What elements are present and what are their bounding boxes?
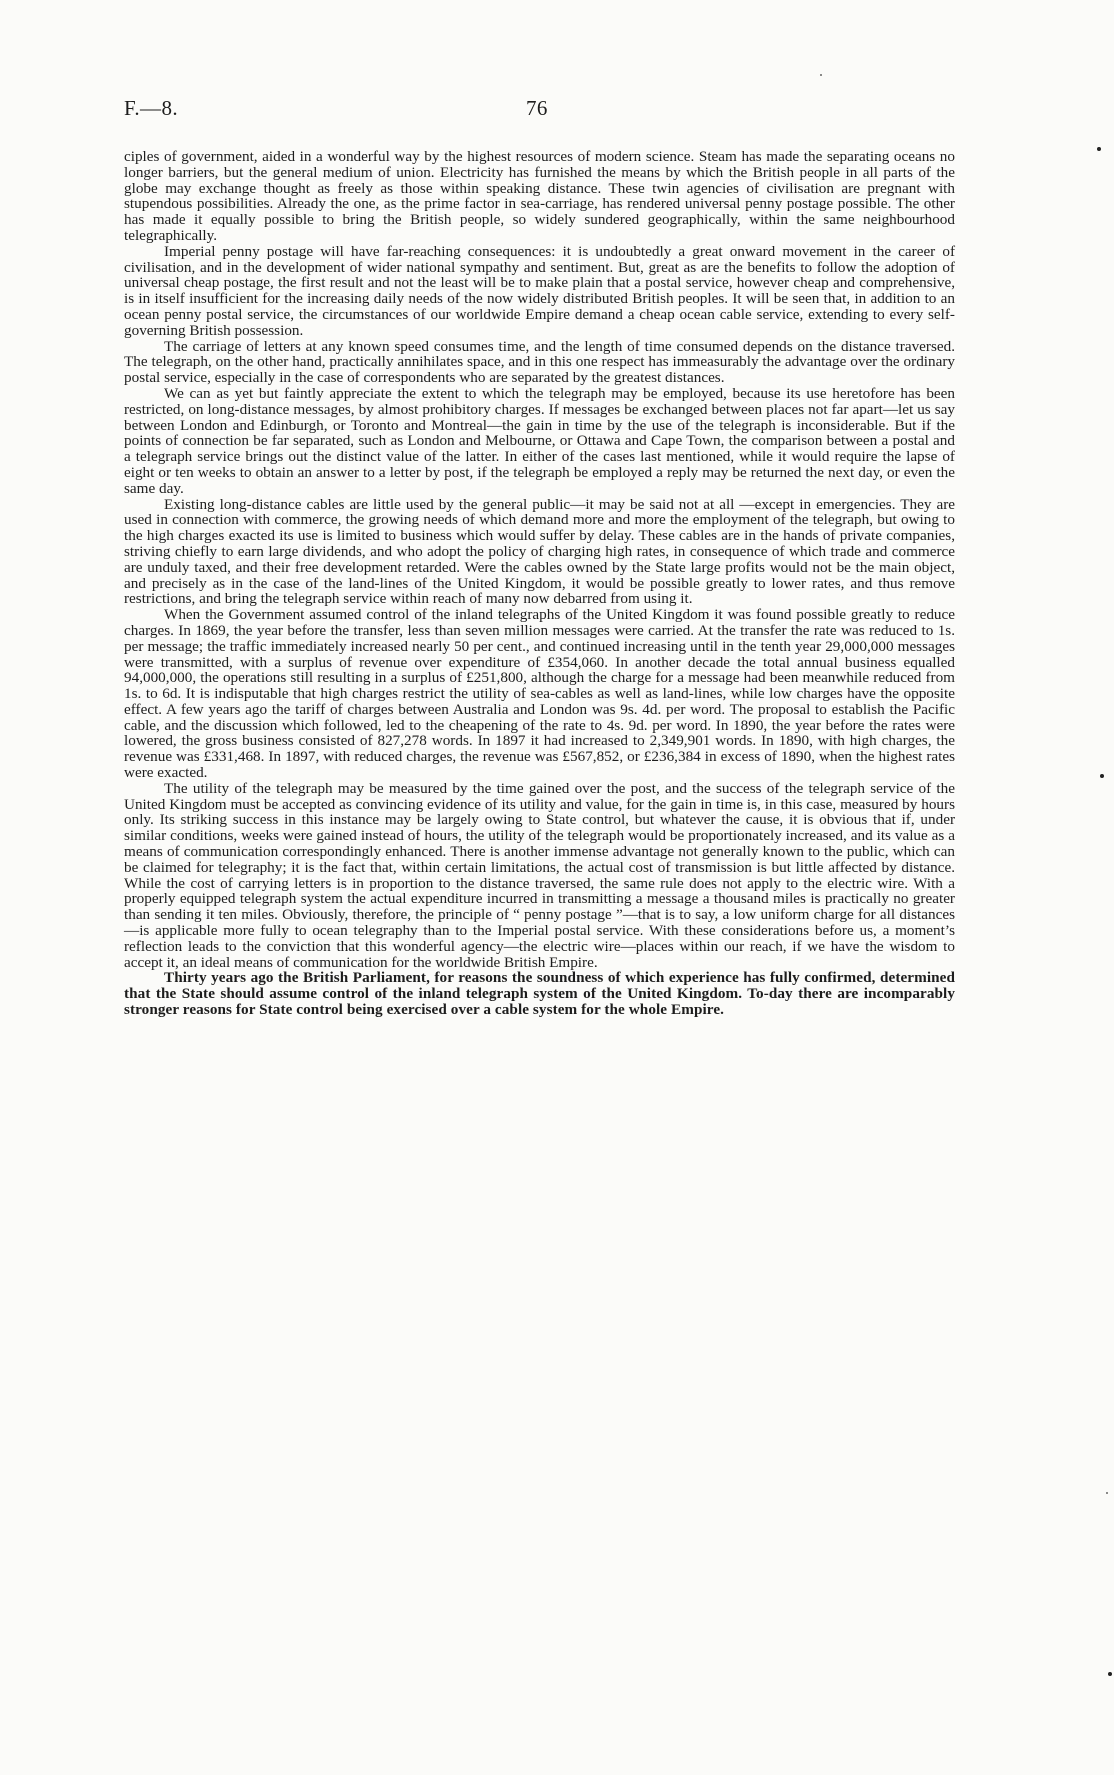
scan-speck xyxy=(820,74,822,76)
document-body xyxy=(124,149,955,1018)
paragraph-8: Thirty years ago the British Parliament, for reasons the soundness of which experience has fully confirmed, determined that the State should assume control of the inland telegraph system of the United Kingdom. To-day there are incomparably stronger reasons for State control being exercised over a cable system for the whole Empire. xyxy=(124,969,955,1019)
paragraph-1: ciples of government, aided in a wonderful way by the highest resources of modern science. Steam has made the separating oceans no longer barriers, but the general medium of union. Electricity has furnished the means by which the British people in all parts of the globe may exchange thought as freely as those within speaking distance. These twin agencies of civilisation are pregnant with stupendous possibilities. Already the one, as the prime factor in sea-carriage, has rendered universal penny postage possible. The other has made it equally possible to bring the British people, so widely sundered geographically, within the same neighbourhood telegraphically. xyxy=(124,148,955,244)
paragraph-7: The utility of the telegraph may be measured by the time gained over the post, and the success of the telegraph service of the United Kingdom must be accepted as convincing evidence of its utility and value, for the gain in time is, in this case, measured by hours only. Its striking success in this instance may be largely owing to State control, but whatever the cause, it is obvious that if, under similar conditions, weeks were gained instead of hours, the utility of the telegraph would be proportionately increased, and its value as a means of communication correspondingly enhanced. There is another immense advantage not generally known to the public, which can be claimed for telegraphy; it is the fact that, within certain limitations, the actual cost of transmission is but little affected by distance. While the cost of carrying letters is in proportion to the distance traversed, the same rule does not apply to the electric wire. With a properly equipped telegraph system the actual expenditure incurred in transmitting a message a thousand miles is practically no greater than sending it ten miles. Obviously, therefore, the principle of “ penny postage ”—that is to say, a low uniform charge for all distances—is applicable more fully to ocean telegraphy than to the Imperial postal service. With these considerations before us, a moment’s reflection leads to the conviction that this wonderful agency—the electric wire—places within our reach, if we have the wisdom to accept it, an ideal means of communication for the worldwide British Empire. xyxy=(124,779,955,971)
paragraph-2: Imperial penny postage will have far-reaching consequences: it is undoubtedly a great onward movement in the career of civilisation, and in the development of wider national sympathy and sentiment. But, great as are the benefits to follow the adoption of universal cheap postage, the first result and not the least will be to make plain that a postal service, however cheap and comprehensive, is in itself insufficient for the increasing daily needs of the now widely distributed British peoples. It will be seen that, in addition to an ocean penny postal service, the circumstances of our worldwide Empire demand a cheap ocean cable service, extending to every self-governing British possession. xyxy=(124,242,955,339)
document-reference: F.—8. xyxy=(124,96,178,120)
paragraph-6: When the Government assumed control of the inland telegraphs of the United Kingdom it was found possible greatly to reduce charges. In 1869, the year before the transfer, less than seven million messages were carried. At the transfer the rate was reduced to 1s. per message; the traffic immediately increased nearly 50 per cent., and continued increasing until in the tenth year 29,000,000 messages were transmitted, with a surplus of revenue over expenditure of £354,060. In another decade the total annual business equalled 94,000,000, the operations still resulting in a surplus of £251,800, although the charge for a message had been meanwhile reduced from 1s. to 6d. It is indisputable that high charges restrict the utility of sea-cables as well as land-lines, while low charges have the opposite effect. A few years ago the tariff of charges between Australia and London was 9s. 4d. per word. The proposal to establish the Pacific cable, and the discussion which followed, led to the cheapening of the rate to 4s. 9d. per word. In 1890, the year before the rates were lowered, the gross business consisted of 827,278 words. In 1897 it had increased to 2,349,901 words. In 1890, with high charges, the revenue was £331,468. In 1897, with reduced charges, the revenue was £567,852, or £236,384 in excess of 1890, when the highest rates were exacted. xyxy=(124,606,955,782)
paragraph-5: Existing long-distance cables are little used by the general public—it may be said not at all —except in emergencies. They are used in connection with commerce, the growing needs of which demand more and more the employment of the telegraph, but owing to the high charges exacted its use is limited to business which would suffer by delay. These cables are in the hands of private companies, striving chiefly to earn large dividends, and who adopt the policy of charging high rates, in consequence of which trade and commerce are unduly taxed, and their free development retarded. Were the cables owned by the State large profits would not be the main object, and precisely as in the case of the land-lines of the United Kingdom, it would be possible greatly to lower rates, and thus remove restrictions, and bring the telegraph service within reach of many now debarred from using it. xyxy=(124,495,955,608)
scan-speck xyxy=(1106,1492,1108,1494)
scan-mark xyxy=(1100,774,1104,778)
page-number: 76 xyxy=(526,96,548,120)
paragraph-4: We can as yet but faintly appreciate the extent to which the telegraph may be employed, because its use heretofore has been restricted, on long-distance messages, by almost prohibitory charges. If messages be exchanged between places not far apart—let us say between London and Edinburgh, or Toronto and Montreal—the gain in time by the use of the telegraph is inconsiderable. But if the points of connection be far separated, such as London and Melbourne, or Ottawa and Cape Town, the comparison between a postal and a telegraph service brings out the distinct value of the latter. In either of the cases last mentioned, while it would require the lapse of eight or ten weeks to obtain an answer to a letter by post, if the telegraph be employed a reply may be returned the next day, or even the same day. xyxy=(124,384,955,497)
page-header xyxy=(124,96,904,130)
scan-mark xyxy=(1108,1672,1112,1676)
scan-mark xyxy=(1097,147,1101,151)
paragraph-3: The carriage of letters at any known speed consumes time, and the length of time consumed depends on the distance traversed. The telegraph, on the other hand, practically annihilates space, and in this one respect has immeasurably the advantage over the ordinary postal service, especially in the case of correspondents who are separated by the greatest distances. xyxy=(124,337,955,387)
